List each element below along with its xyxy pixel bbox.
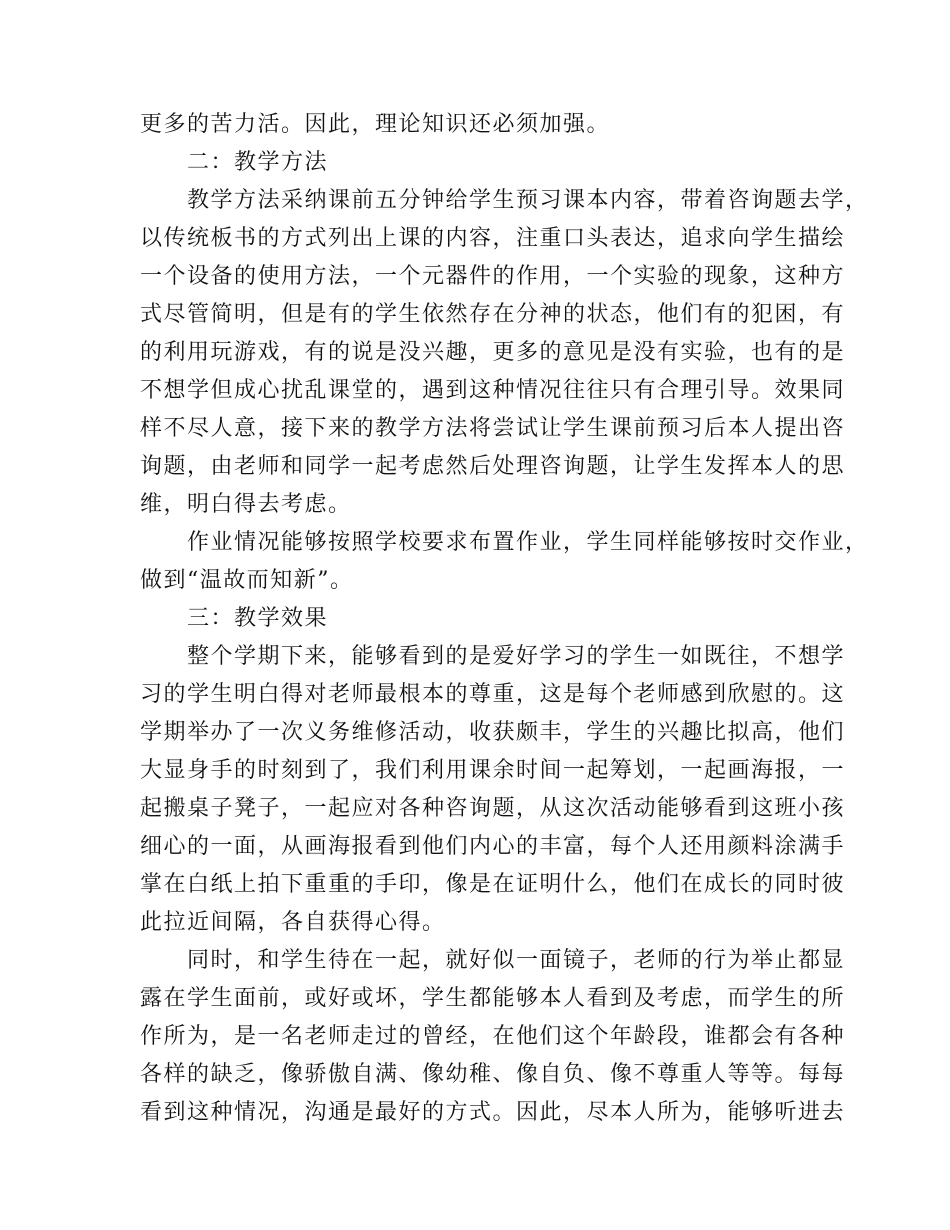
text-line: 更多的苦力活。因此，理论知识还必须加强。 xyxy=(140,112,611,137)
text-line: 露在学生面前，或好或坏，学生都能够本人看到及考虑，而学生的所 xyxy=(140,986,846,1011)
text-line: 一个设备的使用方法，一个元器件的作用，一个实验的现象，这种方 xyxy=(140,264,846,289)
document-body xyxy=(140,106,869,1132)
text-line: 式尽管简明，但是有的学生依然存在分神的状态，他们有的犯困，有 xyxy=(140,302,846,327)
text-line: 同时，和学生待在一起，就好似一面镜子，老师的行为举止都显 xyxy=(140,948,846,973)
section-heading: 三：教学效果 xyxy=(140,606,329,631)
text-line: 看到这种情况，沟通是最好的方式。因此，尽本人所为，能够听进去 xyxy=(140,1100,846,1125)
text-line: 作业情况能够按照学校要求布置作业，学生同样能够按时交作业， xyxy=(140,530,869,555)
text-line: 整个学期下来，能够看到的是爱好学习的学生一如既往，不想学 xyxy=(140,644,846,669)
text-line: 大显身手的时刻到了，我们利用课余时间一起筹划，一起画海报，一 xyxy=(140,758,846,783)
text-line: 询题，由老师和同学一起考虑然后处理咨询题，让学生发挥本人的思 xyxy=(140,454,846,479)
text-line: 维，明白得去考虑。 xyxy=(140,492,352,517)
section-heading: 二：教学方法 xyxy=(140,150,329,175)
text-line: 的利用玩游戏，有的说是没兴趣，更多的意见是没有实验，也有的是 xyxy=(140,340,846,365)
text-line: 做到“温故而知新”。 xyxy=(140,568,354,593)
text-line: 各样的缺乏，像骄傲自满、像幼稚、像自负、像不尊重人等等。每每 xyxy=(140,1062,846,1087)
text-line: 学期举办了一次义务维修活动，收获颇丰，学生的兴趣比拟高，他们 xyxy=(140,720,846,745)
text-line: 以传统板书的方式列出上课的内容，注重口头表达，追求向学生描绘 xyxy=(140,226,846,251)
text-line: 样不尽人意，接下来的教学方法将尝试让学生课前预习后本人提出咨 xyxy=(140,416,846,441)
text-line: 作所为，是一名老师走过的曾经，在他们这个年龄段，谁都会有各种 xyxy=(140,1024,846,1049)
text-line: 细心的一面，从画海报看到他们内心的丰富，每个人还用颜料涂满手 xyxy=(140,834,846,859)
text-line: 不想学但成心扰乱课堂的，遇到这种情况往往只有合理引导。效果同 xyxy=(140,378,846,403)
text-line: 教学方法采纳课前五分钟给学生预习课本内容，带着咨询题去学， xyxy=(140,188,869,213)
text-line: 此拉近间隔，各自获得心得。 xyxy=(140,910,446,935)
text-line: 掌在白纸上拍下重重的手印，像是在证明什么，他们在成长的同时彼 xyxy=(140,872,846,897)
text-line: 习的学生明白得对老师最根本的尊重，这是每个老师感到欣慰的。这 xyxy=(140,682,846,707)
text-line: 起搬桌子凳子，一起应对各种咨询题，从这次活动能够看到这班小孩 xyxy=(140,796,846,821)
